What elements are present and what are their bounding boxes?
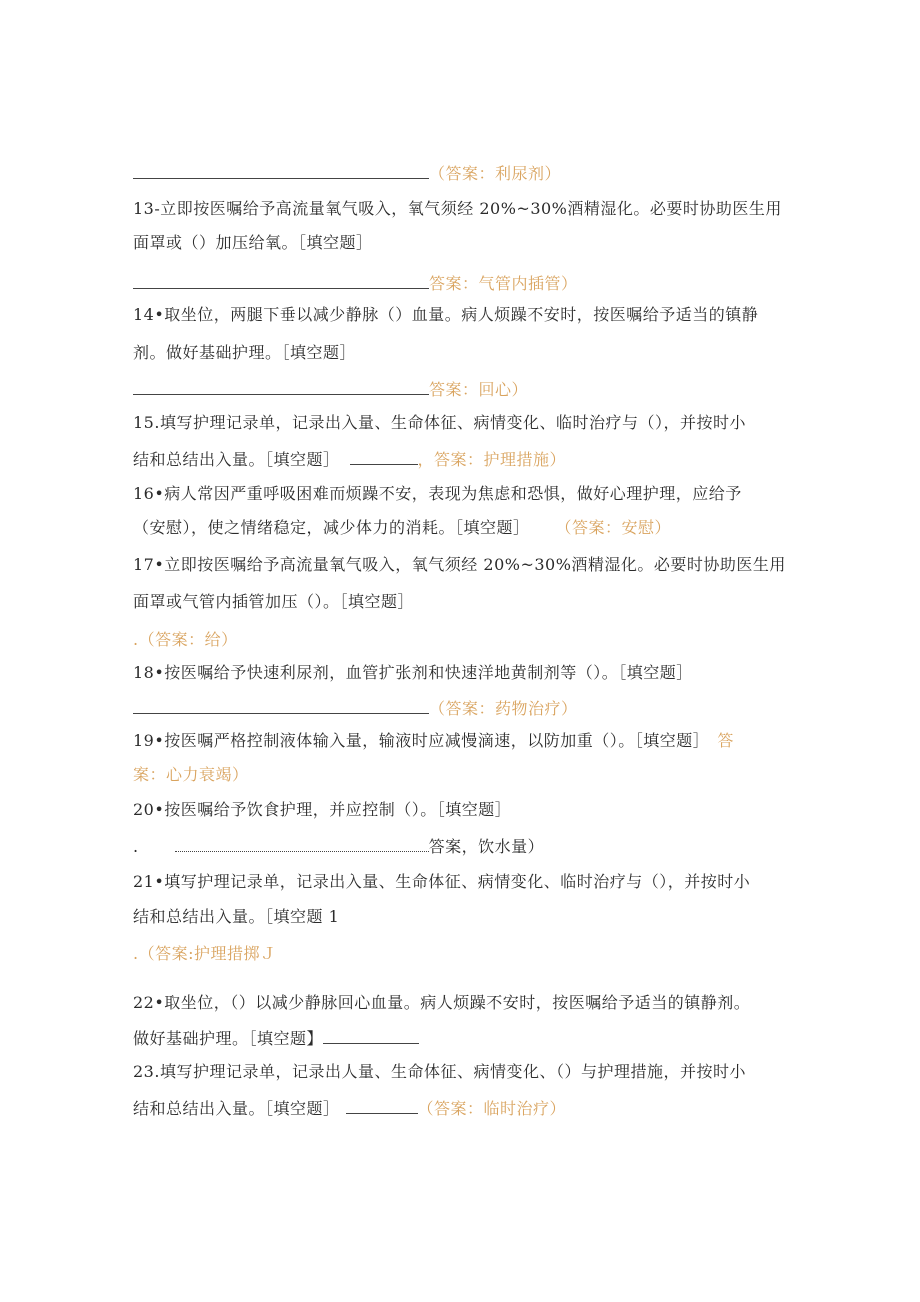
- answer-text: 答案：回心）: [429, 380, 529, 399]
- answer-prefix: .: [133, 630, 139, 649]
- answer-blank: [133, 162, 429, 179]
- answer-blank: [133, 697, 429, 714]
- answer-text: （答案：安慰）: [555, 518, 672, 537]
- question-21-line-2: 结和总结出入量。［填空题 1: [133, 907, 340, 926]
- answer-line-17: [133, 630, 238, 650]
- question-14-line-2: 剂。做好基础护理。［填空题］: [133, 343, 357, 362]
- answer-text: （答案：临时治疗）: [417, 1099, 567, 1118]
- answer-prefix: .: [133, 944, 139, 963]
- question-13-line-2: 面罩或（）加压给氧。［填空题］: [133, 233, 373, 252]
- answer-text: 案：心力衰竭）: [133, 765, 249, 784]
- question-22-line-1: 22•取坐位，（）以减少静脉回心血量。病人烦躁不安时，按医嘱给予适当的镇静剂。: [133, 993, 751, 1012]
- answer-line-18: [133, 697, 578, 719]
- answer-text: 答: [717, 731, 734, 750]
- question-text: 结和总结出入量。［填空题］: [133, 1099, 340, 1118]
- question-23-line-1: 23.填写护理记录单，记录出人量、生命体征、病情变化、（）与护理措施，并按时小: [133, 1062, 746, 1081]
- answer-line-13: [133, 272, 578, 294]
- answer-blank: [346, 1097, 418, 1114]
- answer-blank: [133, 272, 429, 289]
- question-18-line-1: 18•按医嘱给予快速利尿剂，血管扩张剂和快速洋地黄制剂等（）。［填空题］: [133, 663, 693, 682]
- question-16-line-1: 16•病人常因严重呼吸困难而烦躁不安，表现为焦虑和恐惧，做好心理护理，应给予: [133, 484, 742, 503]
- answer-text: （答案：药物治疗）: [429, 699, 578, 718]
- answer-prefix: .: [133, 837, 139, 856]
- question-17-line-1: 17•立即按医嘱给予高流量氧气吸入，氧气须经 20%~30%酒精湿化。必要时协助医生用: [133, 555, 786, 574]
- answer-text: 答案：气管内插管）: [429, 274, 578, 293]
- question-text: （安慰），使之情绪稳定，减少体力的消耗。［填空题］: [133, 518, 530, 537]
- answer-line-14: [133, 378, 528, 400]
- question-22-line-2: [133, 1027, 419, 1049]
- answer-line-12: [133, 162, 561, 184]
- answer-text: （答案:护理措掷Ｊ: [138, 944, 277, 963]
- question-17-line-2: 面罩或气管内插管加压（）。［填空题］: [133, 592, 415, 611]
- question-13-line-1: 13-立即按医嘱给予高流量氧气吸入，氧气须经 20%~30%酒精湿化。必要时协助医生用: [133, 199, 782, 218]
- question-16-line-2: [133, 518, 671, 538]
- question-23-line-2: [133, 1097, 566, 1119]
- answer-text: 答案，饮水量）: [428, 837, 545, 856]
- answer-text: （答案：给）: [138, 630, 238, 649]
- answer-line-19: [133, 765, 249, 785]
- question-20-line-1: 20•按医嘱给予饮食护理，并应控制（）。［填空题］: [133, 800, 512, 819]
- answer-blank: [133, 378, 429, 395]
- answer-blank: [323, 1027, 419, 1044]
- answer-text: ，答案：护理措施）: [417, 450, 567, 469]
- answer-blank: [175, 835, 429, 852]
- answer-blank: [350, 448, 418, 465]
- answer-line-21: [133, 944, 277, 964]
- question-14-line-1: 14•取坐位，两腿下垂以减少静脉（）血量。病人烦躁不安时，按医嘱给予适当的镇静: [133, 305, 759, 324]
- answer-text: （答案：利尿剂）: [429, 164, 562, 183]
- question-21-line-1: 21•填写护理记录单，记录出入量、生命体征、病情变化、临时治疗与（），并按时小: [133, 872, 751, 891]
- question-19-line-1: [133, 731, 734, 751]
- question-text: 做好基础护理。［填空题】: [133, 1029, 324, 1048]
- answer-line-20: [133, 835, 544, 857]
- question-text: 19•按医嘱严格控制液体输入量，输液时应减慢滴速，以防加重（）。［填空题］: [133, 731, 710, 750]
- question-15-line-1: 15.填写护理记录单，记录出入量、生命体征、病情变化、临时治疗与（），并按时小: [133, 413, 746, 432]
- question-text: 结和总结出入量。［填空题］: [133, 450, 340, 469]
- question-15-line-2: [133, 448, 566, 470]
